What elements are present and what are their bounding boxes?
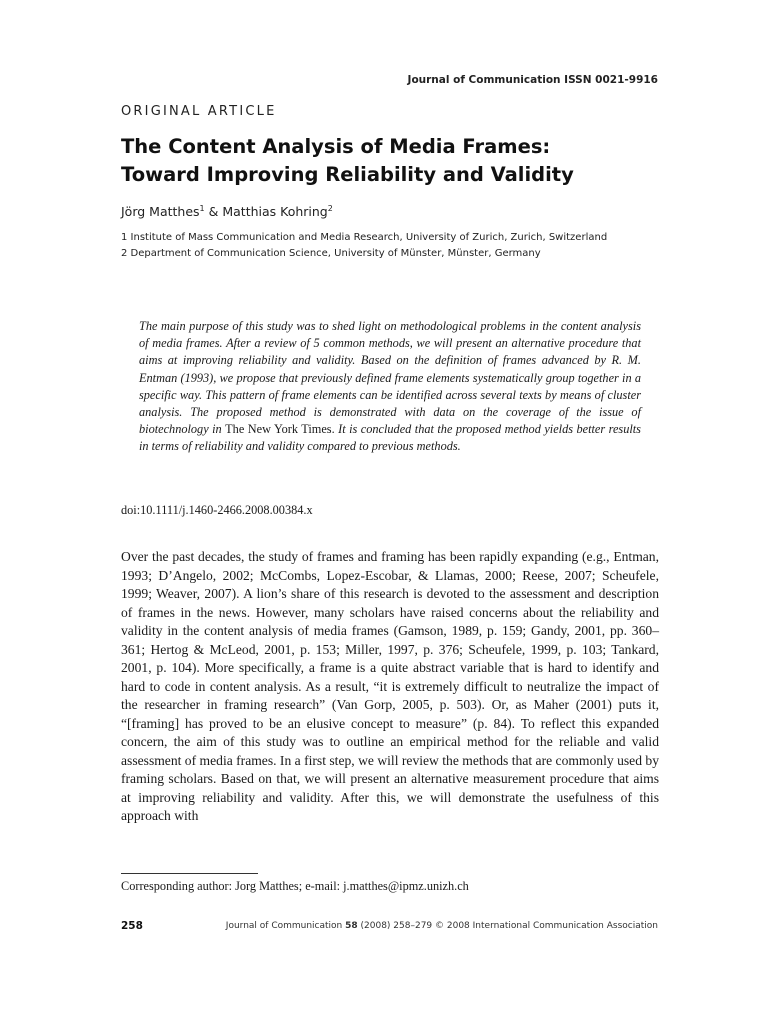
author-separator: & — [204, 204, 223, 219]
abstract-text: The main purpose of this study was to shed light on methodological problems in the content analysis of media frames. After a review of 5 common methods, we will present an alternative procedure that aims at improving reliability and validity. Based on the definition of frames advanced by R. M. Entman (1993), we propose that previously defined frame elements systematically group together in a specific way. This pattern of frame elements can be identified across several texts by means of cluster analysis. The proposed method is demonstrated with data on the coverage of the issue of biotechnology in — [139, 319, 641, 437]
footnote-divider — [121, 873, 258, 874]
citation-details: (2008) 258–279 © 2008 International Communication Association — [357, 921, 658, 931]
journal-header: Journal of Communication ISSN 0021-9916 — [407, 74, 658, 86]
doi: doi:10.1111/j.1460-2466.2008.00384.x — [121, 503, 313, 517]
title-line-2: Toward Improving Reliability and Validity — [121, 163, 574, 186]
author-list — [121, 204, 333, 219]
journal-citation — [226, 921, 658, 931]
author-affiliation-marker: 1 — [199, 203, 205, 213]
corresponding-author-footnote: Corresponding author: Jorg Matthes; e-mail: j.matthes@ipmz.unizh.ch — [121, 879, 469, 893]
affiliation: 2 Department of Communication Science, University of Münster, Münster, Germany — [121, 248, 541, 259]
author-name: Matthias Kohring — [222, 204, 328, 219]
page-number: 258 — [121, 920, 143, 932]
body-paragraph: Over the past decades, the study of frames and framing has been rapidly expanding (e.g., Entman, 1993; D’Angelo, 2002; McCombs, Lopez-Escobar, & Llamas, 2000; Reese, 2007; Scheufele, 1999; Weaver, 2007). A lion’s share of this research is devoted to the assessment and description of frames in the news. However, many scholars have raised concerns about the reliability and validity in the content analysis of media frames (Gamson, 1989, p. 159; Gandy, 2001, pp. 360–361; Hertog & McLeod, 2001, p. 153; Miller, 1997, p. 376; Scheufele, 1999, p. 103; Tankard, 2001, p. 104). More specifically, a frame is a quite abstract variable that is hard to identify and hard to code in content analysis. As a result, “it is extremely difficult to neutralize the impact of the researcher in framing research” (Van Gorp, 2005, p. 503). Or, as Maher (2001) puts it, “[framing] has proved to be an elusive concept to measure” (p. 84). To reflect this expanded concern, the aim of this study was to outline an empirical method for the reliable and valid assessment of media frames. In a first step, we will review the methods that are commonly used by framing scholars. Based on that, we will present an alternative measurement procedure that aims at improving reliability and validity. After this, we will demonstrate the usefulness of this approach with — [121, 549, 659, 823]
title-line-1: The Content Analysis of Media Frames: — [121, 135, 551, 158]
newspaper-name: The New York Times. — [225, 422, 335, 437]
author-name: Jörg Matthes — [121, 204, 200, 219]
author-affiliation-marker: 2 — [327, 203, 333, 213]
citation-journal: Journal of Communication — [225, 921, 346, 931]
citation-volume: 58 — [345, 921, 358, 931]
affiliation: 1 Institute of Mass Communication and Media Research, University of Zurich, Zurich, Switzerland — [121, 232, 608, 243]
abstract — [139, 318, 641, 456]
abstract-text: It is concluded that the proposed method yields better results in terms of reliability and validity compared to previous methods. — [139, 422, 641, 454]
article-title — [121, 133, 681, 189]
article-type-label: ORIGINAL ARTICLE — [121, 104, 277, 119]
